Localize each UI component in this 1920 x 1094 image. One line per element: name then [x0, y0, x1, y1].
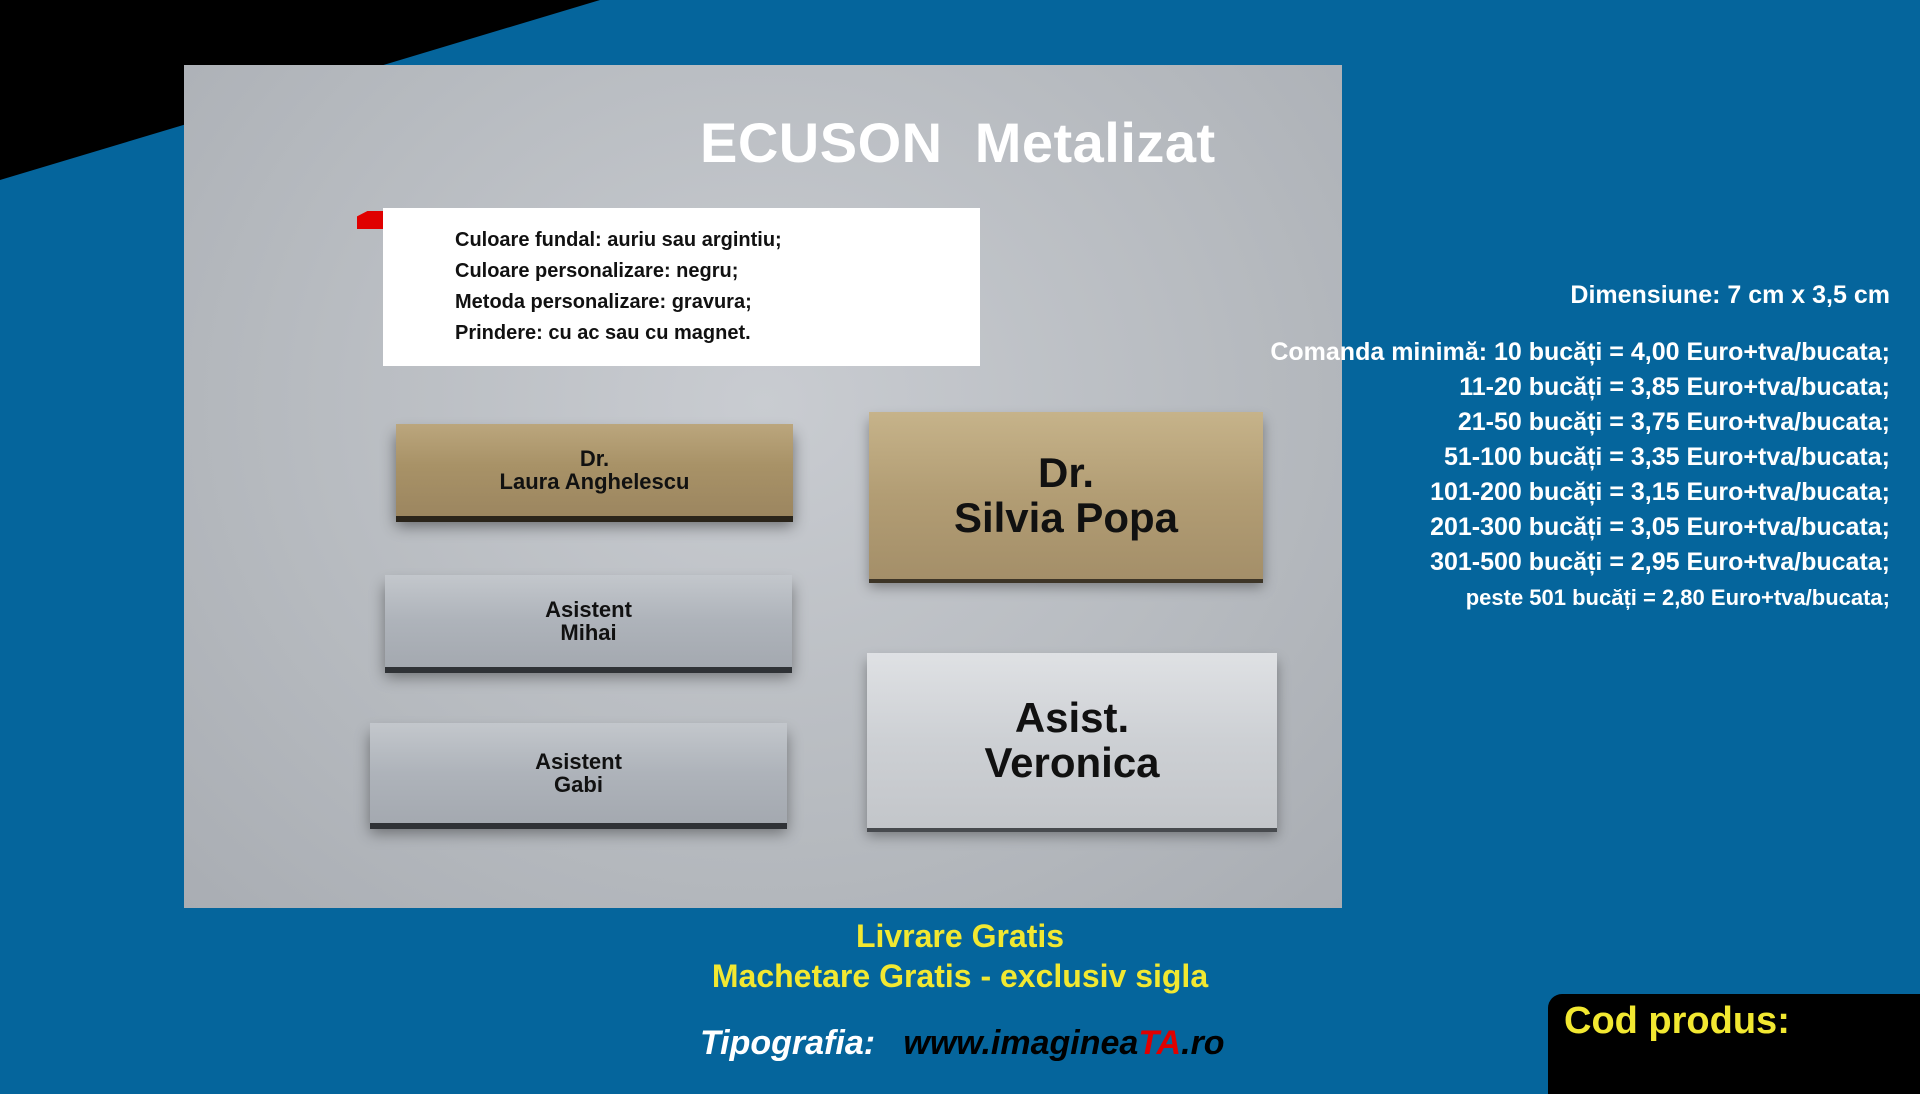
badge-line: Dr.	[1037, 449, 1095, 497]
dimension-text: Dimensiune: 7 cm x 3,5 cm	[1570, 281, 1890, 309]
badge-asistent-gabi	[370, 723, 787, 823]
badge-asistent-mihai	[385, 575, 792, 667]
spec-box	[383, 208, 980, 366]
badge-line: Dr.	[579, 445, 610, 471]
price-row: 101-200 bucăți = 3,15 Euro+tva/bucata;	[1430, 478, 1890, 506]
price-row: 21-50 bucăți = 3,75 Euro+tva/bucata;	[1457, 408, 1890, 436]
price-row: 11-20 bucăți = 3,85 Euro+tva/bucata;	[1459, 373, 1890, 401]
badge-asist-veronica	[867, 653, 1277, 828]
free-design-text: Machetare Gratis - exclusiv sigla	[711, 958, 1209, 994]
badge-line: Silvia Popa	[953, 493, 1179, 541]
spec-line: Prindere: cu ac sau cu magnet.	[455, 322, 751, 344]
spec-line: Culoare personalizare: negru;	[455, 260, 739, 282]
price-row: peste 501 bucăți = 2,80 Euro+tva/bucata;	[1465, 585, 1890, 610]
price-row: 201-300 bucăți = 3,05 Euro+tva/bucata;	[1430, 513, 1890, 541]
page-title: ECUSON Metalizat	[700, 111, 1216, 174]
badge-line: Asistent	[545, 596, 632, 622]
price-row: 51-100 bucăți = 3,35 Euro+tva/bucata;	[1443, 443, 1890, 471]
tipografia-label: Tipografia:	[700, 1024, 876, 1062]
url-part-accent: TA	[1138, 1024, 1182, 1062]
tipografia-line	[700, 1024, 1225, 1063]
cod-produs-box	[1548, 994, 1920, 1094]
pricing-panel	[1190, 275, 1890, 615]
price-row: 301-500 bucăți = 2,95 Euro+tva/bucata;	[1430, 548, 1890, 576]
badge-laura-anghelescu	[396, 424, 793, 516]
website-link[interactable]	[903, 1024, 1224, 1062]
spec-line: Culoare fundal: auriu sau argintiu;	[455, 229, 782, 251]
cod-produs-label: Cod produs:	[1564, 1000, 1790, 1042]
badge-line: Asist.	[1014, 694, 1130, 742]
spec-line: Metoda personalizare: gravura;	[455, 291, 752, 313]
badge-line: Veronica	[984, 738, 1160, 786]
badge-line: Laura Anghelescu	[499, 469, 690, 494]
badge-line: Mihai	[560, 620, 617, 645]
price-row: Comanda minimă: 10 bucăți = 4,00 Euro+tva/bucata;	[1270, 338, 1890, 366]
url-part: .ro	[1181, 1024, 1225, 1062]
url-part: www.imaginea	[903, 1024, 1139, 1062]
free-delivery-text: Livrare Gratis	[855, 918, 1065, 954]
badge-line: Asistent	[535, 748, 622, 774]
badge-line: Gabi	[554, 772, 603, 797]
